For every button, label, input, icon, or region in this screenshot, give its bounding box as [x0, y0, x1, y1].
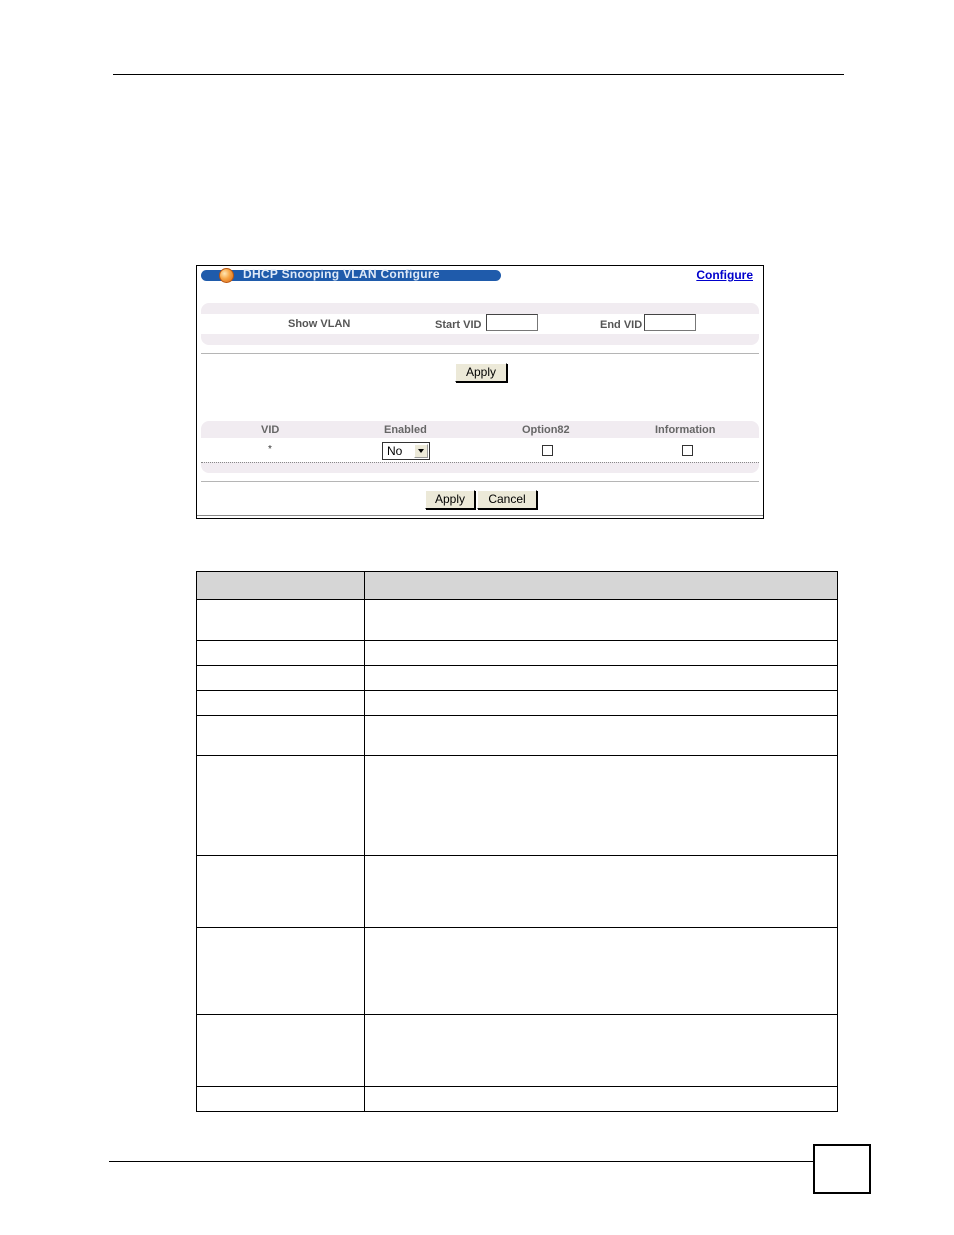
table-cell — [365, 641, 838, 666]
option82-checkbox[interactable] — [542, 445, 553, 456]
chevron-down-icon[interactable] — [414, 444, 428, 458]
panel-title: DHCP Snooping VLAN Configure — [243, 267, 440, 281]
table-cell — [197, 1087, 365, 1112]
start-vid-label: Start VID — [435, 319, 482, 331]
configure-link[interactable]: Configure — [696, 268, 753, 282]
page-number-box — [813, 1144, 871, 1194]
divider — [201, 353, 759, 354]
table-cell — [197, 641, 365, 666]
column-vid: VID — [261, 424, 280, 436]
column-enabled: Enabled — [384, 424, 427, 436]
table-header-cell — [365, 572, 838, 600]
apply-show-button[interactable]: Apply — [455, 363, 507, 382]
table-cell — [365, 756, 838, 856]
table-cell — [197, 691, 365, 716]
table-cell — [365, 1087, 838, 1112]
table-cell — [197, 756, 365, 856]
cancel-button[interactable]: Cancel — [477, 490, 537, 509]
table-cell — [365, 666, 838, 691]
dhcp-snooping-vlan-panel — [196, 265, 764, 519]
table-cell — [197, 856, 365, 928]
table-cell — [197, 600, 365, 641]
table-cell — [197, 1015, 365, 1087]
apply-button[interactable]: Apply — [425, 490, 475, 509]
row-divider — [201, 462, 759, 463]
show-vlan-label: Show VLAN — [288, 318, 351, 330]
field-description-table — [196, 571, 838, 1112]
table-cell — [365, 716, 838, 756]
table-cell — [365, 856, 838, 928]
table-cell — [365, 1015, 838, 1087]
table-cell — [197, 928, 365, 1015]
information-checkbox[interactable] — [682, 445, 693, 456]
enabled-select[interactable] — [382, 442, 430, 460]
table-cell — [197, 716, 365, 756]
table-header-cell — [197, 572, 365, 600]
end-vid-input[interactable] — [644, 314, 696, 331]
table-cell — [197, 666, 365, 691]
header-rule — [113, 74, 844, 75]
title-bar — [201, 267, 501, 281]
table-cell — [365, 928, 838, 1015]
title-orb-icon — [219, 268, 234, 283]
start-vid-input[interactable] — [486, 314, 538, 331]
column-option82: Option82 — [522, 424, 570, 436]
panel-bottom-line — [197, 515, 763, 516]
end-vid-label: End VID — [600, 319, 643, 331]
vid-wildcard: * — [268, 444, 272, 455]
table-cell — [365, 600, 838, 641]
footer-rule — [109, 1161, 814, 1162]
enabled-selected-value: No — [387, 444, 403, 458]
divider — [201, 481, 759, 482]
column-information: Information — [655, 424, 716, 436]
table-cell — [365, 691, 838, 716]
